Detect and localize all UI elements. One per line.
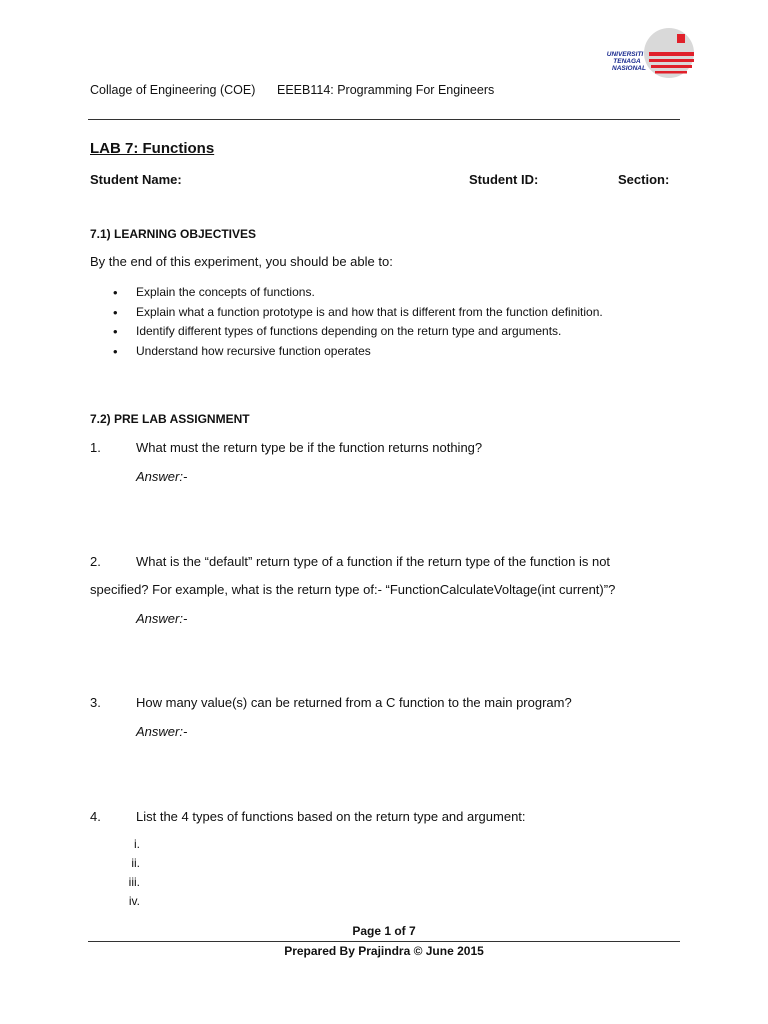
list-item: • Explain the concepts of functions. — [113, 283, 603, 303]
student-id-label: Student ID: — [469, 172, 539, 187]
question-2-answer-label: Answer:- — [136, 611, 188, 626]
roman-item: iii. — [128, 875, 140, 889]
list-item: • Understand how recursive function operates — [113, 342, 603, 362]
question-1-text: What must the return type be if the function returns nothing? — [136, 440, 483, 455]
student-name-label: Student Name: — [90, 172, 182, 187]
header-divider — [88, 119, 680, 120]
objectives-intro: By the end of this experiment, you should be able to: — [90, 254, 393, 269]
roman-item: i. — [134, 837, 140, 851]
question-1-answer-label: Answer:- — [136, 469, 188, 484]
logo-line-2: TENAGA — [613, 58, 641, 65]
objectives-heading: 7.1) LEARNING OBJECTIVES — [90, 227, 257, 241]
header-course: EEEB114: Programming For Engineers — [277, 83, 495, 97]
question-2-text-cont: specified? For example, what is the return type of:- “FunctionCalculateVoltage(int current)”? — [90, 582, 616, 597]
question-2-number: 2. — [90, 554, 101, 569]
question-3-number: 3. — [90, 695, 101, 710]
question-1-number: 1. — [90, 440, 101, 455]
question-4-number: 4. — [90, 809, 101, 824]
roman-item: iv. — [128, 894, 140, 908]
university-logo — [585, 26, 697, 80]
list-item: • Identify different types of functions depending on the return type and arguments. — [113, 322, 603, 342]
roman-item: ii. — [131, 856, 140, 870]
list-item: • Explain what a function prototype is and how that is different from the function definition. — [113, 303, 603, 323]
lab-title: LAB 7: Functions — [90, 140, 215, 157]
question-3-text: How many value(s) can be returned from a C function to the main program? — [136, 695, 572, 710]
page-number: Page 1 of 7 — [352, 924, 416, 938]
logo-line-3: NASIONAL — [612, 65, 646, 72]
prepared-by: Prepared By Prajindra © June 2015 — [284, 944, 484, 958]
question-3-answer-label: Answer:- — [136, 724, 188, 739]
objectives-list — [113, 283, 603, 361]
header-college: Collage of Engineering (COE) — [90, 83, 256, 97]
section-label: Section: — [618, 172, 670, 187]
prelab-heading: 7.2) PRE LAB ASSIGNMENT — [90, 412, 250, 426]
logo-emblem-icon — [585, 26, 697, 80]
question-4-text: List the 4 types of functions based on the return type and argument: — [136, 809, 526, 824]
logo-line-1: UNIVERSITI — [606, 51, 644, 58]
question-2-text: What is the “default” return type of a function if the return type of the function is not — [136, 554, 611, 569]
footer-divider — [88, 941, 680, 942]
